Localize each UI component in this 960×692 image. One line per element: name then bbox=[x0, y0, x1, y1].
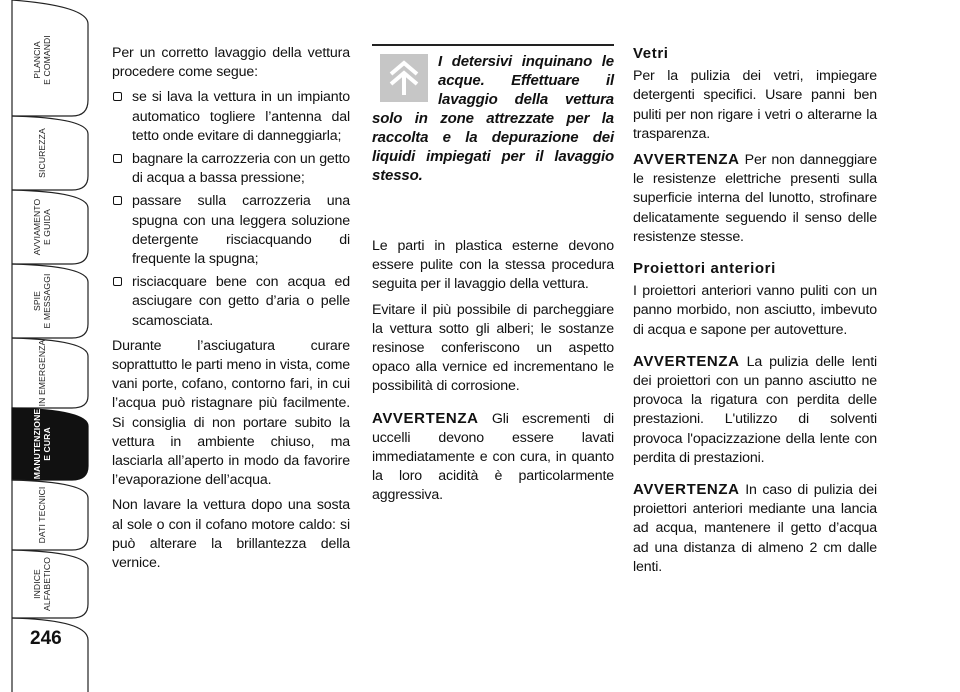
warning-label: AVVERTENZA bbox=[633, 481, 740, 499]
section-heading-vetri: Vetri bbox=[633, 45, 669, 62]
water-jet-warning bbox=[633, 480, 877, 577]
tab-manutenzione-e-cura[interactable]: MANUTENZIONE E CURA bbox=[32, 408, 52, 480]
list-item: passare sulla carrozzeria una spugna con una leggera soluzione detergente risciacquando di frequente la spugna; bbox=[112, 192, 350, 269]
bird-droppings-warning bbox=[372, 409, 614, 506]
glass-paragraph: Per la pulizia dei vetri, impiegare detergenti specifici. Usare panni ben puliti per non rigare i vetri o alterarne la trasparenza. bbox=[633, 68, 877, 142]
warning-label: AVVERTENZA bbox=[372, 409, 479, 427]
lens-cloth-warning bbox=[633, 352, 877, 468]
list-item: risciacquare bene con acqua ed asciugare con getto d’aria o pelle scamosciata. bbox=[112, 273, 350, 331]
list-item: se si lava la vettura in un impianto automatico togliere l’antenna dal tetto onde evitare di danneggiarla; bbox=[112, 88, 350, 146]
warning-body: La pulizia delle lenti dei proiettori con un panno asciutto ne provoca la rigatura con perdita delle prestazioni. L'utilizzo di solventi provoca l'opacizzazione della lente con perdita di prestazioni. bbox=[633, 353, 877, 466]
warning-label: AVVERTENZA bbox=[633, 352, 740, 370]
tab-in-emergenza[interactable]: IN EMERGENZA bbox=[37, 339, 47, 407]
column-washing-procedure bbox=[112, 44, 350, 579]
section-heading-proiettori: Proiettori anteriori bbox=[633, 260, 776, 278]
intro-text: Per un corretto lavaggio della vettura procedere come segue: bbox=[112, 45, 350, 81]
trees-paragraph: Evitare il più possibile di parcheggiare la vettura sotto gli alberi; le sostanze resinose conferiscono un aspetto opaco alla vernice ed incrementano le possibilità di corrosione. bbox=[372, 301, 614, 395]
tab-spie-e-messaggi[interactable]: SPIE E MESSAGGI bbox=[32, 273, 52, 329]
tab-sicurezza[interactable]: SICUREZZA bbox=[37, 128, 47, 178]
procedure-list bbox=[112, 88, 350, 330]
tab-avviamento-e-guida[interactable]: AVVIAMENTO E GUIDA bbox=[32, 198, 52, 256]
environment-warning-box bbox=[372, 44, 614, 185]
warning-body: In caso di pulizia dei proiettori anteriori mediante una lancia ad acqua, mantenere il getto d’acqua ad una distanza di almeno 2 cm dalle lenti. bbox=[633, 482, 877, 575]
warning-label: AVVERTENZA bbox=[633, 151, 740, 169]
headlights-paragraph: I proiettori anteriori vanno puliti con un panno morbido, non asciutto, imbevuto di acqua e sapone per autovetture. bbox=[633, 283, 877, 338]
page-number: 246 bbox=[30, 628, 62, 649]
leaf-chevron-icon bbox=[380, 54, 428, 102]
drying-paragraph: Durante l’asciugatura curare soprattutto le parti meno in vista, come vani porte, cofano, contorno fari, in cui l’acqua può ristagnare più facilmente. Si consiglia di non portare subito la vettura in ambiente chiuso, ma lasciarla all’aperto in modo da favorire l’evaporazione dell’acqua. bbox=[112, 337, 350, 489]
chapter-tab-sidebar bbox=[0, 0, 90, 692]
warning-body: Per non danneggiare le resistenze elettriche presenti sulla superficie interna del lunotto, strofinare delicatamente seguendo il senso delle resistenze stesse. bbox=[633, 152, 877, 245]
column-glass-headlights bbox=[633, 44, 877, 583]
sun-paragraph: Non lavare la vettura dopo una sosta al sole o con il cofano motore caldo: si può alterare la brillantezza della vernice. bbox=[112, 497, 350, 572]
list-item: bagnare la carrozzeria con un getto di acqua a bassa pressione; bbox=[112, 150, 350, 188]
tab-dati-tecnici[interactable]: DATI TECNICI bbox=[37, 486, 47, 544]
environment-warning-text: I detersivi inquinano le acque. Effettuare il lavaggio della vettura solo in zone attrezzate per la raccolta e la depurazione dei liquidi impiegati per il lavaggio stesso. bbox=[372, 53, 614, 184]
warning-body: Gli escrementi di uccelli devono essere lavati immediatamente e con cura, in quanto la loro acidità è particolarmente aggressiva. bbox=[372, 410, 614, 504]
plastics-paragraph: Le parti in plastica esterne devono essere pulite con la stessa procedura seguita per il lavaggio della vettura. bbox=[372, 238, 614, 293]
tab-indice-alfabetico[interactable]: INDICE ALFABETICO bbox=[32, 557, 52, 612]
column-plastics bbox=[372, 44, 614, 512]
rear-window-warning bbox=[633, 150, 877, 247]
tab-plancia-e-comandi[interactable]: PLANCIA E COMANDI bbox=[32, 35, 52, 85]
